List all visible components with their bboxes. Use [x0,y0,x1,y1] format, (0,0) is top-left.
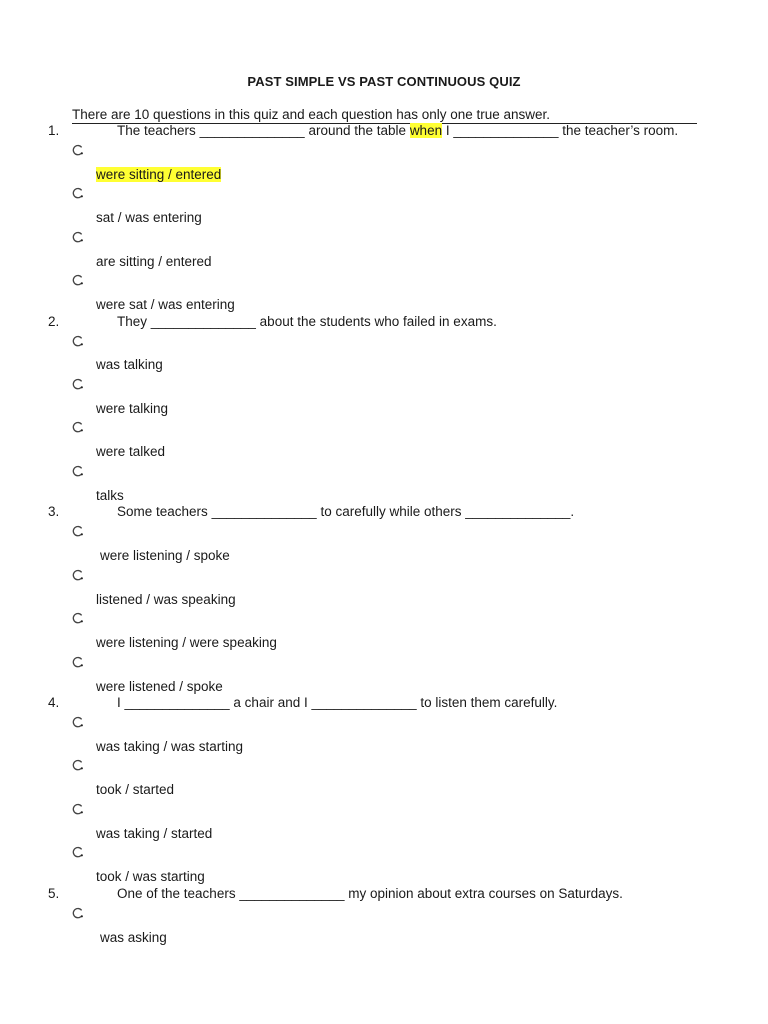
question-text-part: the teacher’s room. [562,123,679,138]
radio-button-icon[interactable] [72,525,84,537]
question-text-part: . [570,504,575,519]
answer-option: are sitting / entered [96,254,212,269]
radio-button-icon[interactable] [72,907,84,919]
question-text [117,123,678,138]
answer-blank: ______________ [150,314,256,329]
radio-button-icon[interactable] [72,465,84,477]
radio-button-icon[interactable] [72,803,84,815]
radio-button-icon[interactable] [72,612,84,624]
question-number: 3. [48,504,60,519]
answer-option: talks [96,488,124,503]
answer-option: were talking [96,401,169,416]
answer-option: was taking / was starting [96,739,244,754]
answer-blank: ______________ [465,504,571,519]
question-text-part: One of the teachers [117,886,236,901]
answer-blank: ______________ [239,886,345,901]
question-text [117,695,557,710]
answer-option: sat / was entering [96,210,202,225]
answer-option: listened / was speaking [96,592,236,607]
radio-button-icon[interactable] [72,144,84,156]
question-number: 4. [48,695,60,710]
question-text-part: to listen them carefully. [420,695,558,710]
answer-option: took / started [96,782,175,797]
answer-option: was asking [100,930,167,945]
answer-blank: ______________ [311,695,417,710]
answer-option: were listening / were speaking [96,635,277,650]
highlighted-word: when [409,123,443,138]
answer-option: was talking [96,357,163,372]
question-number: 2. [48,314,60,329]
page-title: PAST SIMPLE VS PAST CONTINUOUS QUIZ [247,74,521,89]
radio-button-icon[interactable] [72,569,84,581]
answer-blank: ______________ [453,123,559,138]
answer-option: took / was starting [96,869,205,884]
question-text-part: The teachers [117,123,196,138]
radio-button-icon[interactable] [72,421,84,433]
radio-button-icon[interactable] [72,759,84,771]
answer-option: were listening / spoke [100,548,230,563]
radio-button-icon[interactable] [72,716,84,728]
question-text-part: to carefully while others [320,504,462,519]
answer-blank: ______________ [199,123,305,138]
question-number: 5. [48,886,60,901]
answer-option: were sat / was entering [96,297,235,312]
question-text-part: They [117,314,148,329]
question-text-part: I [117,695,121,710]
radio-button-icon[interactable] [72,187,84,199]
question-text-part: around the table [308,123,407,138]
radio-button-icon[interactable] [72,274,84,286]
question-text-part: my opinion about extra courses on Saturdays. [348,886,623,901]
radio-button-icon[interactable] [72,335,84,347]
question-number: 1. [48,123,60,138]
question-text-part: Some teachers [117,504,208,519]
answer-option: were sitting / entered [96,167,222,182]
answer-blank: ______________ [124,695,230,710]
question-text [117,886,623,901]
radio-button-icon[interactable] [72,656,84,668]
question-text [117,504,574,519]
question-text-part: about the students who failed in exams. [259,314,497,329]
answer-blank: ______________ [211,504,317,519]
radio-button-icon[interactable] [72,231,84,243]
quiz-intro: There are 10 questions in this quiz and each question has only one true answer. [72,107,697,124]
answer-option: was taking / started [96,826,213,841]
radio-button-icon[interactable] [72,846,84,858]
radio-button-icon[interactable] [72,378,84,390]
question-text-part: I [445,123,450,138]
question-text-part: a chair and I [233,695,308,710]
answer-option: were talked [96,444,166,459]
answer-option: were listened / spoke [96,679,223,694]
question-text [117,314,497,329]
